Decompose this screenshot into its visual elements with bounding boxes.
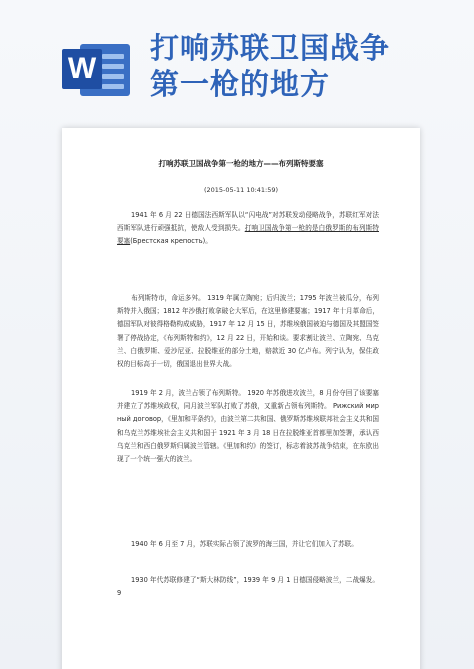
paragraph-1-tail: (Брестская крепость)。 xyxy=(130,237,212,246)
paragraph-4-text: 1940 年 6 月至 7 月，苏联实际占领了波罗的海三国，并让它们加入了苏联。 xyxy=(131,540,358,548)
word-logo-icon xyxy=(62,40,132,98)
banner-title-line-2: 第一枪的地方 xyxy=(150,67,331,101)
doc-line-decoration xyxy=(102,54,124,59)
paragraph-3-text: 1919 年 2 月，波兰占领了布列斯特。 1920 年苏俄进攻波兰，8 月份夺回了该要塞并建立了苏维埃政权，同月波兰军队打败了苏俄，又重新占领布列斯特。 Рижский мирный договор，《里加和平条约》，由波兰第二共和国、俄罗斯苏维埃联邦社会主义共和国和乌克兰苏维埃社会主义共和国于 1921 年 3 月 18 日在拉脱维亚首都里加签署，承认西乌克兰和西白俄罗斯归属波兰管辖。《里加和约》的签订，标志着波苏战争结束，在东欧出现了一个统一强大的波兰。 xyxy=(117,389,379,464)
doc-line-decoration xyxy=(102,84,124,89)
paragraph-3 xyxy=(117,387,379,466)
document-title: 打响苏联卫国战争第一枪的地方——布列斯特要塞 xyxy=(158,159,324,168)
document-page xyxy=(62,128,420,669)
paragraph-2 xyxy=(117,292,379,371)
header-banner xyxy=(0,0,474,120)
banner-title xyxy=(150,30,470,102)
paragraph-1 xyxy=(117,209,379,249)
paragraph-5-text: 1930 年代苏联修建了“斯大林防线”，1939 年 9 月 1 日德国侵略波兰，二战爆发。9 xyxy=(117,576,379,598)
paragraph-1-text: 1941 年 6 月 22 日德国法西斯军队以“闪电战”对苏联发动侵略战争，苏联红军对法西斯军队进行顽强抵抗，使敌人受到损失。 xyxy=(117,211,379,233)
doc-line-decoration xyxy=(102,74,124,79)
word-w-badge: W xyxy=(62,49,102,89)
document-date: (2015-05-11 10:41:59) xyxy=(203,186,279,194)
doc-line-decoration xyxy=(102,64,124,69)
banner-title-line-1: 打响苏联卫国战争 xyxy=(150,31,391,65)
paragraph-2-text: 布列斯特市，命运多舛。 1319 年属立陶宛；后归波兰；1795 年波兰被瓜分，布列斯特并入俄国；1812 年沙俄打败拿破仑大军后，在这里修建要塞；1917 年十月革命后，德国军队对彼得格勒构成威胁，1917 年 12 月 15 日，苏维埃俄国被迫与德国及其盟国签署了停战协定，《布列斯特和约》，12 月 22 日，开始和谈。要求割让波兰、立陶宛、乌克兰、白俄罗斯、爱沙尼亚、拉脱维亚的部分土地，赔款近 30 亿卢布。列宁认为，保住政权的目标高于一切，俄国退出世界大战。 xyxy=(117,294,379,369)
paragraph-1-underlined: 打响卫国战争第一枪的是白俄罗斯的布列斯特要塞 xyxy=(117,224,379,246)
paragraph-4 xyxy=(117,538,379,551)
paragraph-5 xyxy=(117,574,379,600)
